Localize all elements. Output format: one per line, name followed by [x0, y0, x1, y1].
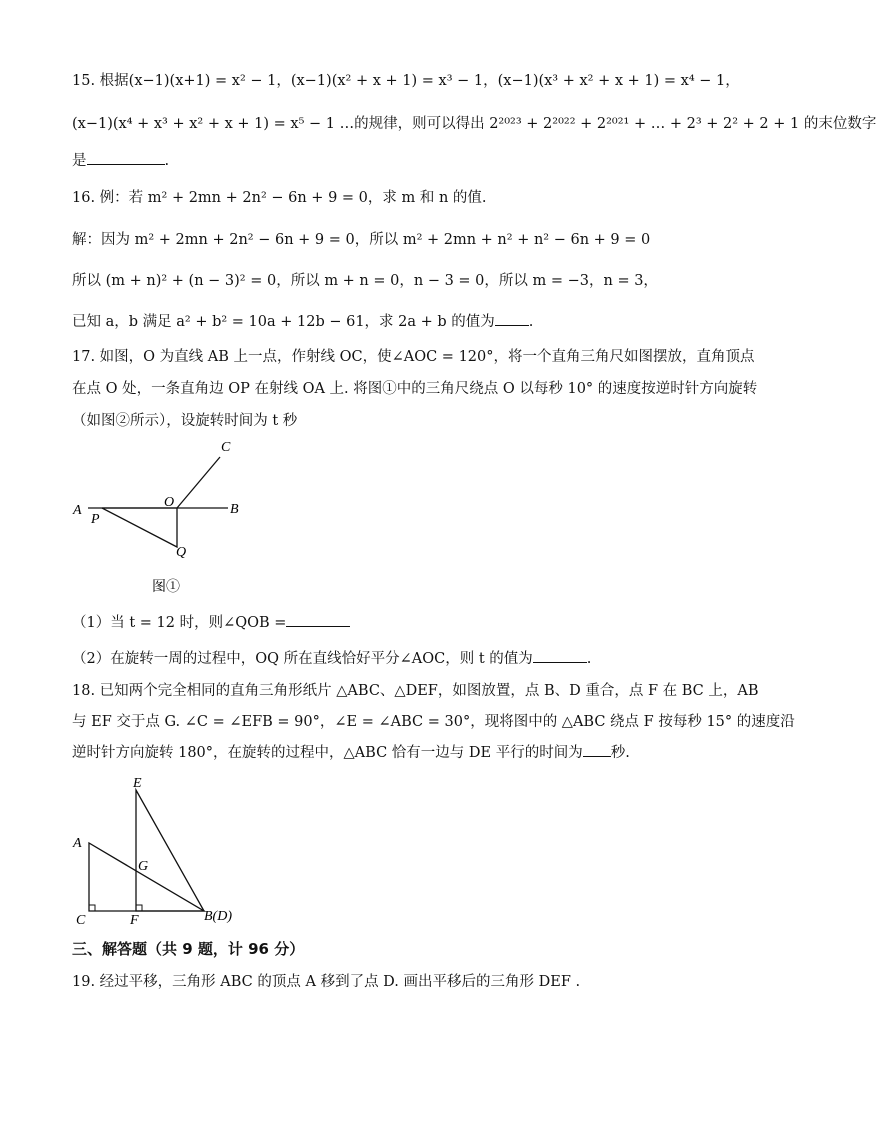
label-f: F — [130, 913, 139, 928]
q17-part2-blank — [533, 648, 587, 663]
q18-line3-end: 秒. — [610, 745, 630, 761]
q16-line2: 解：因为 m² + 2mn + 2n² − 6n + 9 = 0，所以 m² + 2mn + n² + n² − 6n + 9 = 0 — [72, 232, 651, 248]
q17-part1-blank — [286, 612, 350, 627]
label-c: C — [76, 913, 86, 928]
q16-line4-end: . — [528, 314, 534, 330]
q17-part1 — [72, 612, 734, 634]
label-p: P — [91, 512, 100, 527]
section3-heading: 三、解答题（共 9 题，计 96 分） — [72, 940, 305, 958]
figure-caption: 图① — [152, 580, 180, 595]
label-c: C — [221, 440, 231, 455]
q15-line3-text: 是 — [72, 153, 87, 169]
q17-line3: （如图②所示），设旋转时间为 t 秒 — [72, 413, 298, 429]
label-q: Q — [176, 545, 187, 560]
q18-line2: 与 EF 交于点 G. ∠C = ∠EFB = 90°，∠E = ∠ABC = 30°，现将图中的 △ABC 绕点 F 按每秒 15° 的速度沿 — [72, 714, 795, 730]
q15-line3-end: . — [164, 153, 170, 169]
q17-figure — [60, 430, 260, 610]
q15-answer-blank — [87, 150, 165, 165]
q18-figure — [60, 770, 260, 930]
q15-line2: (x−1)(x⁴ + x³ + x² + x + 1) = x⁵ − 1 …的规律，则可以得出 2²⁰²³ + 2²⁰²² + 2²⁰²¹ + … + 2³ + 2² + 2 + 1 的末位数字 — [72, 116, 876, 132]
label-a: A — [73, 836, 82, 851]
q17-part2-text: （2）在旋转一周的过程中，OQ 所在直线恰好平分∠AOC，则 t 的值为 — [72, 651, 533, 667]
label-e: E — [133, 776, 142, 791]
q16-line4-text: 已知 a，b 满足 a² + b² = 10a + 12b − 61，求 2a + b 的值为 — [72, 314, 495, 330]
q17-line1: 17. 如图，O 为直线 AB 上一点，作射线 OC，使∠AOC = 120°，将一个直角三角尺如图摆放，直角顶点 — [72, 349, 755, 365]
q17-part1-text: （1）当 t = 12 时，则∠QOB = — [72, 615, 287, 631]
q15-line3 — [72, 150, 734, 172]
ray-oc — [177, 457, 220, 508]
q18-line1: 18. 已知两个完全相同的直角三角形纸片 △ABC、△DEF，如图放置，点 B、D 重合，点 F 在 BC 上，AB — [72, 683, 759, 699]
q16-answer-blank — [495, 311, 529, 326]
label-bd: B(D) — [204, 909, 232, 924]
q16-line3: 所以 (m + n)² + (n − 3)² = 0，所以 m + n = 0，n − 3 = 0，所以 m = −3，n = 3， — [72, 273, 658, 289]
right-angle-c — [89, 905, 95, 911]
q15-line1: 15. 根据(x−1)(x+1) = x² − 1，(x−1)(x² + x + 1) = x³ − 1，(x−1)(x³ + x² + x + 1) = x⁴ − 1， — [72, 73, 740, 89]
q16-line1: 16. 例：若 m² + 2mn + 2n² − 6n + 9 = 0，求 m 和 n 的值. — [72, 190, 487, 206]
triangle-abc — [89, 843, 204, 911]
q19-line1: 19. 经过平移，三角形 ABC 的顶点 A 移到了点 D. 画出平移后的三角形 DEF . — [72, 974, 581, 990]
label-g: G — [138, 859, 149, 874]
q16-line4 — [72, 311, 734, 333]
q18-line3 — [72, 742, 734, 764]
q18-answer-blank — [583, 742, 611, 757]
q18-line3-text: 逆时针方向旋转 180°，在旋转的过程中，△ABC 恰有一边与 DE 平行的时间为 — [72, 745, 583, 761]
right-angle-f — [136, 905, 142, 911]
triangle-def — [136, 790, 204, 911]
label-o: O — [164, 495, 175, 510]
label-b: B — [230, 502, 239, 517]
q17-part2-end: . — [586, 651, 592, 667]
triangle-opq — [102, 508, 177, 547]
q17-part2 — [72, 648, 734, 670]
q17-line2: 在点 O 处，一条直角边 OP 在射线 OA 上. 将图①中的三角尺绕点 O 以每秒 10° 的速度按逆时针方向旋转 — [72, 381, 758, 397]
label-a: A — [73, 503, 82, 518]
